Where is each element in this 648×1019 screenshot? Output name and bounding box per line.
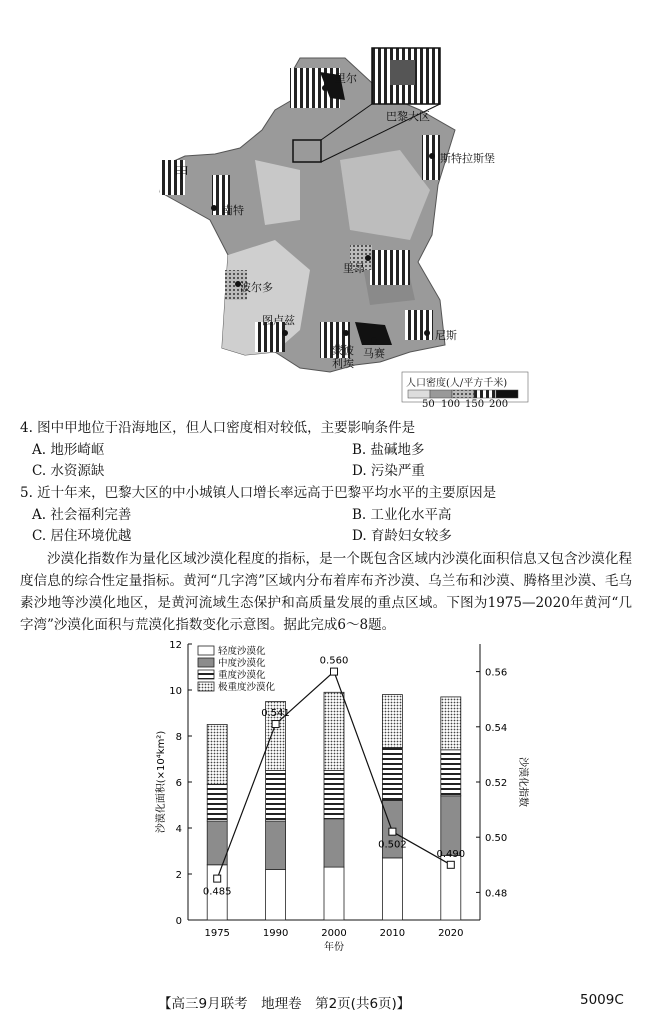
legend-label: 中度沙漠化 xyxy=(218,658,266,669)
city-label-nantes: 南特 xyxy=(222,204,244,217)
bar-segment-1 xyxy=(324,819,344,867)
index-data-label: 0.560 xyxy=(319,655,349,667)
map-legend-tick: 200 xyxy=(489,399,509,410)
legend-label: 轻度沙漠化 xyxy=(218,646,266,657)
q5-option-b: B. 工业化水平高 xyxy=(352,507,452,523)
bar-segment-1 xyxy=(266,821,286,869)
index-point xyxy=(447,861,454,868)
city-label-nice: 尼斯 xyxy=(435,329,457,342)
bar-segment-3 xyxy=(382,695,402,748)
bar-segment-2 xyxy=(441,750,461,796)
bar-segment-3 xyxy=(441,697,461,750)
q4-option-b: B. 盐碱地多 xyxy=(352,442,425,458)
q4-option-a: A. 地形崎岖 xyxy=(32,442,105,458)
y-axis-title: 沙漠化面积(×10⁴km²) xyxy=(156,730,167,834)
map-legend-title: 人口密度(人/平方千米) xyxy=(406,378,508,389)
y-tick-label: 0 xyxy=(175,916,182,927)
y-tick-label: 6 xyxy=(175,778,182,789)
bar-segment-1 xyxy=(441,796,461,856)
index-data-label: 0.541 xyxy=(261,708,290,720)
bar-segment-3 xyxy=(324,692,344,770)
city-label-strasbourg: 斯特拉斯堡 xyxy=(440,152,495,165)
legend-swatch xyxy=(198,658,214,667)
x-tick-label: 1990 xyxy=(262,928,289,939)
legend-swatch xyxy=(198,646,214,655)
page-footer: 【高三9月联考 地理卷 第2页(共6页)】 xyxy=(158,996,411,1012)
x-axis-title: 年份 xyxy=(324,942,344,953)
bar-segment-3 xyxy=(207,725,227,785)
city-label-lyon: 里昂 xyxy=(343,262,365,275)
city-label-bordeaux: 波尔多 xyxy=(240,281,273,294)
q4-option-c: C. 水资源缺 xyxy=(32,463,105,479)
city-label-marseille: 马赛 xyxy=(363,347,385,360)
bar-segment-0 xyxy=(324,867,344,920)
bar-segment-0 xyxy=(266,869,286,920)
city-label-montpellier: 蒙彼利埃 xyxy=(332,344,354,370)
q5-option-a: A. 社会福利完善 xyxy=(32,507,132,523)
bar-segment-2 xyxy=(382,748,402,801)
map-label-jia: 甲 xyxy=(174,164,190,182)
legend-swatch xyxy=(198,670,214,679)
y-tick-label: 4 xyxy=(175,824,182,835)
x-tick-label: 2020 xyxy=(438,928,464,939)
france-population-map xyxy=(0,0,648,412)
y2-tick-label: 0.48 xyxy=(485,888,508,900)
index-data-label: 0.502 xyxy=(378,839,407,851)
index-point xyxy=(331,668,338,675)
bar-segment-2 xyxy=(324,771,344,819)
map-legend-tick: 50 xyxy=(422,399,435,410)
y2-tick-label: 0.56 xyxy=(485,667,508,679)
bar-segment-2 xyxy=(207,784,227,821)
legend-label: 极重度沙漠化 xyxy=(218,682,276,693)
q5-option-c: C. 居住环境优越 xyxy=(32,528,132,544)
y-tick-label: 12 xyxy=(169,640,182,651)
map-legend-tick: 100 xyxy=(441,399,461,410)
map-legend-tick: 150 xyxy=(465,399,485,410)
y2-tick-label: 0.50 xyxy=(485,833,508,845)
desertification-chart xyxy=(150,638,530,958)
y2-tick-label: 0.54 xyxy=(485,722,508,734)
q5-stem: 5. 近十年来，巴黎大区的中小城镇人口增长率远高于巴黎平均水平的主要原因是 xyxy=(20,485,497,501)
legend-swatch xyxy=(198,682,214,691)
q4-stem: 4. 图中甲地位于沿海地区，但人口密度相对较低，主要影响条件是 xyxy=(20,420,416,436)
paper-code: 5009C xyxy=(580,992,624,1008)
passage: 沙漠化指数作为量化区域沙漠化程度的指标，是一个既包含区域内沙漠化面积信息又包含沙漠化程度信息的综合性定量指标。黄河“几字湾”区域内分布着库布齐沙漠、乌兰布和沙漠、腾格里沙漠、毛乌素沙地等沙漠化地区，是黄河流域生态保护和高质量发展的重点区域。下图为1975—2020年黄河“几字湾”沙漠化面积与荒漠化指数变化示意图。据此完成6～8题。 xyxy=(20,551,632,633)
index-point xyxy=(214,875,221,882)
bar-segment-0 xyxy=(382,858,402,920)
y2-axis-title: 沙漠化指数 xyxy=(517,757,528,807)
y-tick-label: 8 xyxy=(175,732,182,743)
y-tick-label: 10 xyxy=(169,686,182,697)
index-point xyxy=(389,828,396,835)
x-tick-label: 2000 xyxy=(321,928,347,939)
index-data-label: 0.490 xyxy=(436,848,466,860)
q4-option-d: D. 污染严重 xyxy=(352,463,425,479)
q5-option-d: D. 育龄妇女较多 xyxy=(352,528,452,544)
y2-tick-label: 0.52 xyxy=(485,778,508,789)
city-label-paris-region: 巴黎大区 xyxy=(386,110,430,123)
bar-segment-2 xyxy=(266,771,286,822)
index-data-label: 0.485 xyxy=(202,886,232,898)
y-tick-label: 2 xyxy=(175,870,182,881)
x-tick-label: 2010 xyxy=(379,928,406,939)
x-tick-label: 1975 xyxy=(204,928,230,939)
index-point xyxy=(272,721,279,728)
city-label-toulouse: 图卢兹 xyxy=(262,314,295,327)
legend-label: 重度沙漠化 xyxy=(218,670,266,681)
bar-segment-1 xyxy=(207,821,227,865)
city-label-lille: 里尔 xyxy=(335,72,357,85)
